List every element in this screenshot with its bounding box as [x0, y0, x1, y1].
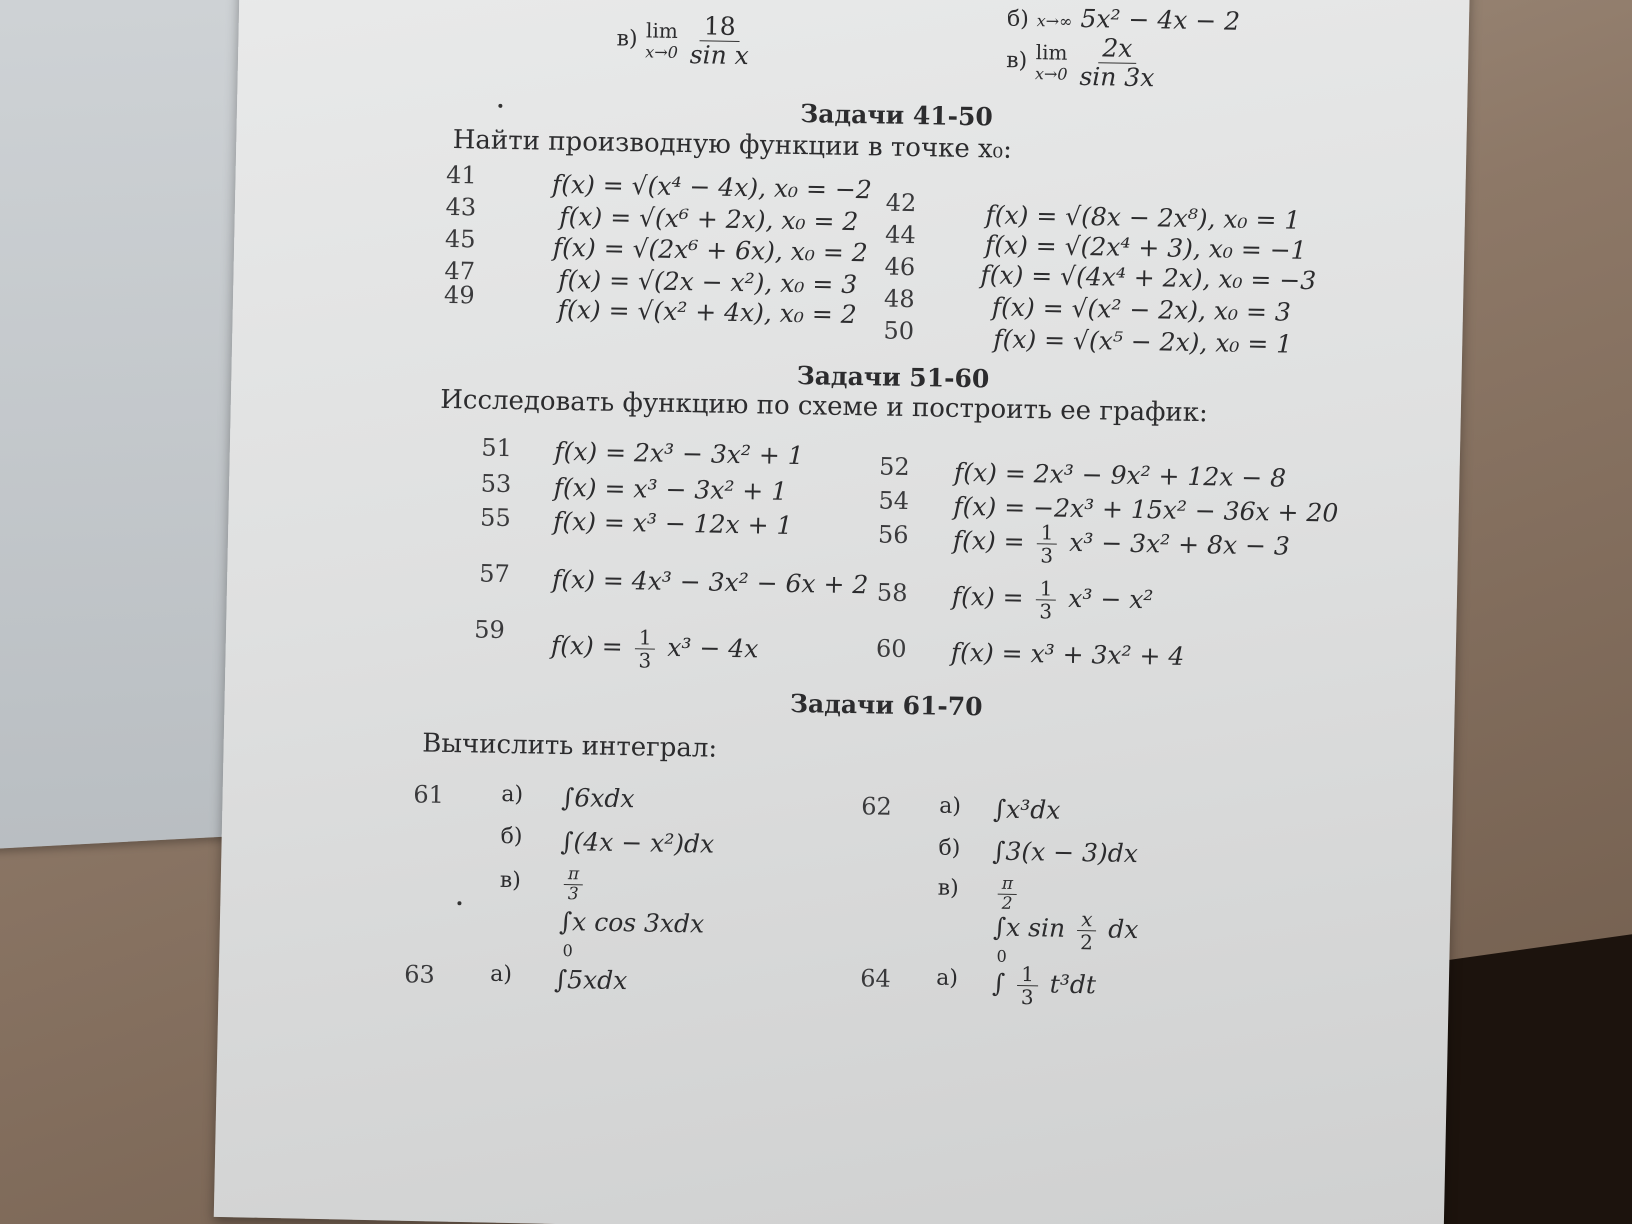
problem-61v-expression: ∫x cos 3xdx	[558, 906, 705, 939]
problem-62v-lower-limit: 0	[996, 946, 1007, 966]
problem-46-formula: f(x) = √(4x⁴ + 2x), x₀ = −3	[980, 260, 1317, 296]
problem-47-formula: f(x) = √(2x − x²), x₀ = 3	[558, 264, 858, 300]
problem-41-formula: f(x) = √(x⁴ − 4x), x₀ = −2	[551, 169, 873, 205]
problem-62v-label: в)	[937, 875, 959, 901]
problem-61b-expression: ∫(4x − x²)dx	[560, 826, 715, 859]
problem-62v-frac-denominator: 2	[1079, 930, 1094, 955]
problem-52-number: 52	[878, 452, 910, 482]
problem-57-number: 57	[478, 559, 510, 589]
problem-60-number: 60	[875, 634, 907, 663]
problem-53-formula: f(x) = x³ − 3x² + 1	[553, 472, 788, 506]
problem-47-number: 47	[444, 256, 476, 286]
problem-58-formula	[951, 576, 1153, 625]
problem-59-number: 59	[473, 615, 506, 644]
problem-61b-label: б)	[500, 823, 523, 850]
problem-59-frac-numerator: 1	[635, 626, 656, 649]
problem-45-number: 45	[444, 224, 476, 254]
problem-49-number: 49	[443, 280, 475, 310]
limit-v-right-sub: x→0	[1034, 63, 1068, 84]
limit-v-left	[616, 11, 753, 69]
problem-46-number: 46	[884, 252, 916, 282]
problem-44-formula: f(x) = √(2x⁴ + 3), x₀ = −1	[984, 230, 1307, 265]
limit-v-left-lim: lim	[645, 17, 679, 43]
limit-v-left-label: в)	[616, 26, 638, 52]
problem-59-frac-denominator: 3	[638, 648, 652, 673]
problem-56-frac-denominator: 3	[1040, 543, 1054, 568]
problem-62-number: 62	[860, 792, 892, 821]
problem-51-number: 51	[481, 433, 513, 463]
problem-54-formula: f(x) = −2x³ + 15x² − 36x + 20	[953, 491, 1339, 528]
ink-dot-2	[457, 901, 461, 905]
section-61-70-prompt: Вычислить интеграл:	[421, 728, 718, 764]
problem-45-formula: f(x) = √(2x⁶ + 6x), x₀ = 2	[552, 232, 868, 268]
problem-58-number: 58	[876, 578, 908, 608]
problem-61-number: 61	[413, 780, 445, 809]
problem-50-number: 50	[883, 316, 915, 346]
problem-59-formula	[551, 625, 759, 674]
problem-55-number: 55	[479, 503, 511, 533]
problem-64a-frac-denominator: 3	[1020, 985, 1034, 1010]
problem-56-formula	[952, 520, 1290, 571]
problem-64-number: 64	[859, 964, 891, 993]
worksheet-page	[214, 0, 1470, 1224]
problem-52-formula: f(x) = 2x³ − 9x² + 12x − 8	[953, 457, 1287, 493]
problem-43-number: 43	[445, 192, 477, 222]
limit-b-right-denominator: 5x² − 4x − 2	[1080, 3, 1241, 36]
problem-44-number: 44	[884, 220, 916, 250]
problem-61v-upper-denominator: 3	[567, 883, 579, 904]
section-51-60-heading: Задачи 51-60	[796, 361, 990, 394]
problem-42-formula: f(x) = √(8x − 2x⁸), x₀ = 1	[985, 200, 1301, 235]
limit-v-left-denominator: sin x	[689, 39, 750, 70]
problem-62v-integrand: ∫x sin	[992, 912, 1066, 943]
ink-dot	[498, 104, 502, 108]
problem-61v-label: в)	[499, 867, 522, 894]
limit-v-right-lim: lim	[1035, 39, 1068, 65]
problem-58-frac-numerator: 1	[1036, 577, 1057, 600]
limit-v-left-sub: x→0	[645, 41, 679, 62]
section-51-60-prompt: Исследовать функцию по схеме и построить ее график:	[439, 384, 1209, 429]
problem-54-number: 54	[878, 486, 910, 516]
problem-62v-upper-numerator: π	[998, 875, 1018, 895]
worksheet-content	[216, 0, 1468, 1224]
problem-64a-frac-numerator: 1	[1017, 963, 1038, 986]
problem-64a-expression	[992, 963, 1097, 1010]
problem-60-formula: f(x) = x³ + 3x² + 4	[950, 637, 1185, 671]
limit-b-right	[1007, 3, 1241, 36]
limit-v-right-numerator: 2x	[1098, 34, 1137, 63]
section-41-50-heading: Задачи 41-50	[800, 99, 994, 132]
problem-63a-label: а)	[490, 961, 513, 988]
problem-61a-label: а)	[501, 781, 524, 808]
limit-v-right-label: в)	[1006, 48, 1028, 74]
limit-v-right	[1006, 33, 1159, 92]
problem-62b-label: б)	[938, 835, 961, 861]
problem-43-formula: f(x) = √(x⁶ + 2x), x₀ = 2	[559, 201, 859, 237]
limit-v-left-numerator: 18	[700, 12, 740, 41]
problem-55-formula: f(x) = x³ − 12x + 1	[552, 506, 793, 540]
problem-50-formula: f(x) = √(x⁵ − 2x), x₀ = 1	[993, 324, 1293, 359]
problem-53-number: 53	[480, 469, 512, 499]
problem-62v-expression	[993, 907, 1139, 955]
problem-64a-integrand: t³dt	[1049, 969, 1097, 1000]
problem-56-lhs: f(x) =	[952, 525, 1025, 557]
problem-59-rhs: x³ − 4x	[667, 632, 759, 664]
section-41-50-prompt: Найти производную функции в точке x₀:	[452, 125, 1013, 165]
limit-b-right-sub: x→∞	[1036, 11, 1073, 31]
problem-61a-expression: ∫6xdx	[561, 782, 635, 814]
problem-62v-upper-denominator: 2	[1001, 893, 1013, 914]
problem-58-rhs: x³ − x²	[1068, 583, 1154, 615]
problem-56-rhs: x³ − 3x² + 8x − 3	[1068, 527, 1291, 561]
problem-57-formula: f(x) = 4x³ − 3x² − 6x + 2	[551, 564, 869, 600]
problem-48-number: 48	[883, 284, 915, 314]
problem-64a-label: а)	[936, 965, 959, 991]
problem-62a-label: а)	[939, 793, 962, 819]
problem-63a-expression: ∫5xdx	[553, 964, 628, 996]
problem-62a-expression: ∫x³dx	[992, 794, 1061, 825]
problem-49-formula: f(x) = √(x² + 4x), x₀ = 2	[557, 294, 857, 330]
problem-61v-upper-limit	[559, 865, 587, 904]
limit-b-right-label: б)	[1006, 6, 1030, 33]
problem-62v-frac-numerator: x	[1077, 908, 1097, 931]
problem-56-number: 56	[877, 520, 909, 550]
problem-48-formula: f(x) = √(x² − 2x), x₀ = 3	[991, 292, 1292, 327]
problem-61v-upper-numerator: π	[564, 865, 584, 885]
problem-59-lhs: f(x) =	[550, 630, 623, 662]
problem-58-frac-denominator: 3	[1039, 599, 1053, 624]
problem-61v-lower-limit: 0	[562, 941, 573, 961]
problem-51-formula: f(x) = 2x³ − 3x² + 1	[554, 436, 804, 471]
problem-42-number: 42	[885, 188, 917, 218]
limit-v-right-denominator: sin 3x	[1079, 61, 1155, 92]
problem-64a-integral-sign: ∫	[991, 968, 1006, 998]
problem-62v-differential: dx	[1108, 914, 1139, 945]
problem-63-number: 63	[403, 960, 435, 989]
problem-62b-expression: ∫3(x − 3)dx	[992, 836, 1139, 869]
problem-56-frac-numerator: 1	[1037, 521, 1058, 544]
section-61-70-heading: Задачи 61-70	[789, 688, 983, 722]
problem-58-lhs: f(x) =	[951, 581, 1024, 613]
problem-41-number: 41	[445, 160, 477, 190]
